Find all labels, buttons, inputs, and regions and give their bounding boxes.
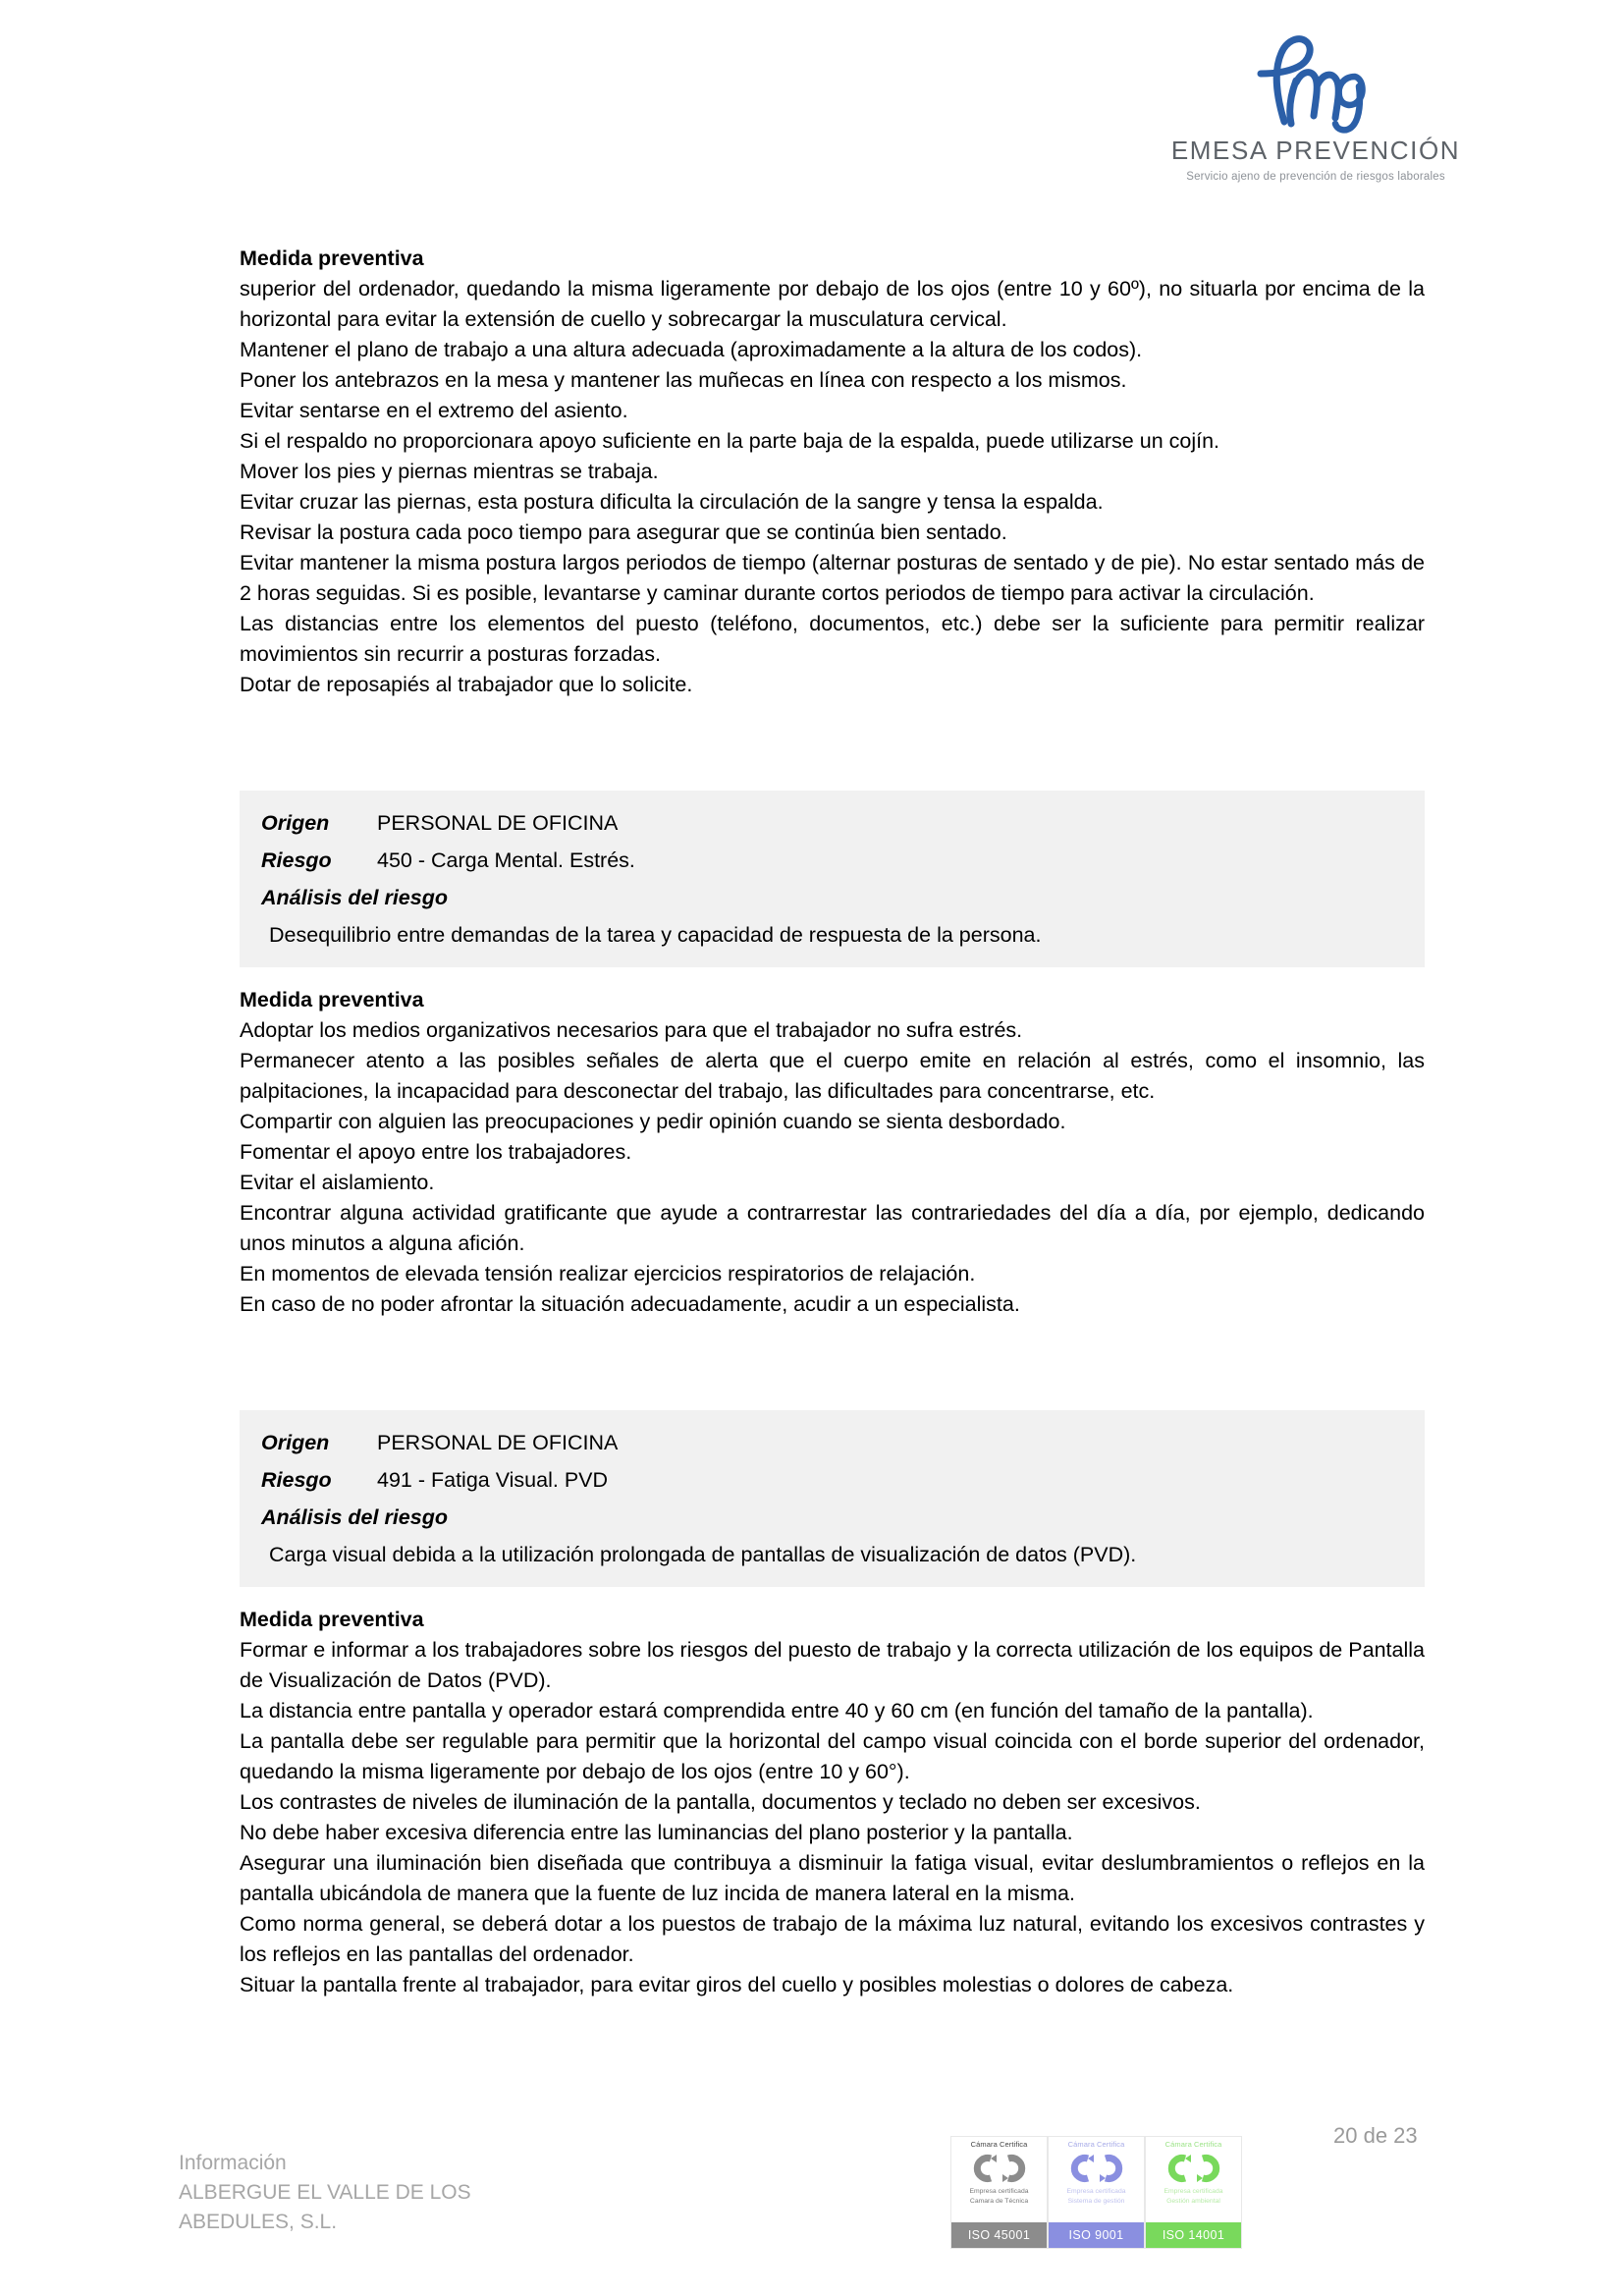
risk-analysis-text: Desequilibrio entre demandas de la tarea y capacidad de respuesta de la persona. [269,923,1042,947]
section-stress [240,791,1425,1320]
measure-paragraph: Evitar sentarse en el extremo del asiento. [240,399,628,422]
box-spacer [240,967,1425,985]
cert-sub-line-2: Camara de Técnica [969,2198,1029,2205]
measure-paragraph: Adoptar los medios organizativos necesarios para que el trabajador no sufra estrés. [240,1018,1023,1042]
cert-sub-line-2: Gestión ambiental [1166,2198,1220,2205]
measure-paragraph: Encontrar alguna actividad gratificante que ayude a contrarrestar las contrariedades del día a día, por ejemplo, dedicando unos minutos a alguna afición. [240,1201,1425,1255]
section-spacer [240,1320,1425,1410]
footer-company-line1: ALBERGUE EL VALLE DE LOS [179,2181,471,2204]
certification-badges [950,2136,1242,2249]
risk-hazard-value: 491 - Fatiga Visual. PVD [377,1468,609,1492]
emesa-signature-icon [1227,27,1404,134]
chain-link-icon [1163,2152,1224,2185]
measure-paragraph: Permanecer atento a las posibles señales de alerta que el cuerpo emite en relación al estrés, como el insomnio, las palpitaciones, la incapacidad para desconectar del trabajo, las dificultades para concentrarse, etc. [240,1049,1425,1103]
measure-paragraph: Dotar de reposapiés al trabajador que lo solicite. [240,673,693,696]
chain-link-icon [1066,2152,1127,2185]
measure-paragraph: La distancia entre pantalla y operador estará comprendida entre 40 y 60 cm (en función del tamaño de la pantalla). [240,1699,1314,1722]
cert-standard-bar: ISO 14001 [1146,2222,1241,2248]
measure-paragraph: Fomentar el apoyo entre los trabajadores. [240,1140,632,1164]
company-logo [1124,27,1507,183]
risk-info-box [240,1410,1425,1587]
footer-info-label: Información [179,2152,287,2174]
risk-hazard-label: Riesgo [261,1468,332,1492]
cert-standard-bar: ISO 45001 [951,2222,1047,2248]
cert-sub-line-1: Empresa certificada [1163,2188,1223,2195]
box-spacer [240,1587,1425,1605]
cert-top-label: Cámara Certifica [970,2140,1028,2149]
measure-paragraph: Revisar la postura cada poco tiempo para asegurar que se continúa bien sentado. [240,520,1007,544]
section-spacer [240,700,1425,791]
certification-badge-iso45001 [950,2136,1048,2249]
risk-info-box [240,791,1425,967]
risk-origin-value: PERSONAL DE OFICINA [377,1431,619,1454]
measure-paragraph: Las distancias entre los elementos del puesto (teléfono, documentos, etc.) debe ser la suficiente para permitir realizar movimientos sin recurrir a posturas forzadas. [240,612,1425,666]
measure-paragraph: Evitar mantener la misma postura largos periodos de tiempo (alternar posturas de sentado y de pie). No estar sentado más de 2 horas seguidas. Si es posible, levantarse y caminar durante cortos periodos de tiempo para activar la circulación. [240,551,1425,605]
risk-origin-label: Origen [261,811,330,835]
logo-company-name: EMESA PREVENCIÓN [1170,136,1461,165]
measure-paragraph: En momentos de elevada tensión realizar ejercicios respiratorios de relajación. [240,1262,976,1285]
measure-paragraph: Como norma general, se deberá dotar a los puestos de trabajo de la máxima luz natural, evitando los excesivos contrastes y los reflejos en las pantallas del ordenador. [240,1912,1425,1966]
chain-link-icon [969,2152,1030,2185]
section-visual-fatigue [240,1410,1425,2000]
risk-origin-label: Origen [261,1431,330,1454]
page-footer [0,2102,1623,2296]
certification-badge-iso9001 [1048,2136,1145,2249]
measure-paragraph: Evitar cruzar las piernas, esta postura dificulta la circulación de la sangre y tensa la espalda. [240,490,1104,514]
cert-sub-line-1: Empresa certificada [1066,2188,1126,2195]
risk-analysis-text: Carga visual debida a la utilización prolongada de pantallas de visualización de datos (PVD). [269,1543,1137,1566]
document-content [240,244,1425,2000]
page-number: 20 de 23 [1333,2123,1418,2148]
measure-paragraph: Situar la pantalla frente al trabajador, para evitar giros del cuello y posibles molestias o dolores de cabeza. [240,1973,1234,1996]
footer-company-info [179,2149,591,2237]
section-continued-measures [240,244,1425,700]
footer-company-line2: ABEDULES, S.L. [179,2211,338,2233]
measure-paragraph: Compartir con alguien las preocupaciones y pedir opinión cuando se sienta desbordado. [240,1110,1066,1133]
measure-paragraph: Los contrastes de niveles de iluminación de la pantalla, documentos y teclado no deben ser excesivos. [240,1790,1201,1814]
measure-title: Medida preventiva [240,246,424,270]
measure-paragraph: Formar e informar a los trabajadores sobre los riesgos del puesto de trabajo y la correcta utilización de los equipos de Pantalla de Visualización de Datos (PVD). [240,1638,1425,1692]
risk-analysis-heading: Análisis del riesgo [261,886,448,909]
measure-paragraph: En caso de no poder afrontar la situación adecuadamente, acudir a un especialista. [240,1292,1020,1316]
measure-paragraph: Mantener el plano de trabajo a una altura adecuada (aproximadamente a la altura de los codos). [240,338,1143,361]
measure-paragraph: Poner los antebrazos en la mesa y mantener las muñecas en línea con respecto a los mismos. [240,368,1127,392]
measure-paragraph: superior del ordenador, quedando la misma ligeramente por debajo de los ojos (entre 10 y 60º), no situarla por encima de la horizontal para evitar la extensión de cuello y sobrecargar la musculatura cervical. [240,277,1425,331]
measure-title: Medida preventiva [240,1608,424,1631]
page-header [0,27,1623,183]
risk-origin-row [240,1424,1425,1461]
cert-top-label: Cámara Certifica [1067,2140,1125,2149]
risk-origin-row [240,804,1425,842]
measure-paragraph: Asegurar una iluminación bien diseñada que contribuya a disminuir la fatiga visual, evitar deslumbramientos o reflejos en la pantalla ubicándola de manera que la fuente de luz incida de manera lateral en la misma. [240,1851,1425,1905]
measure-paragraph: Mover los pies y piernas mientras se trabaja. [240,460,659,483]
risk-hazard-value: 450 - Carga Mental. Estrés. [377,848,635,872]
measure-title: Medida preventiva [240,988,424,1011]
risk-origin-value: PERSONAL DE OFICINA [377,811,619,835]
certification-badge-iso14001 [1145,2136,1242,2249]
cert-top-label: Cámara Certifica [1164,2140,1222,2149]
measure-paragraph: No debe haber excesiva diferencia entre las luminancias del plano posterior y la pantalla. [240,1821,1073,1844]
cert-sub-line-1: Empresa certificada [969,2188,1029,2195]
measure-paragraph: La pantalla debe ser regulable para permitir que la horizontal del campo visual coincida con el borde superior del ordenador, quedando la misma ligeramente por debajo de los ojos (entre 10 y 60°). [240,1729,1425,1783]
cert-sub-line-2: Sistema de gestión [1067,2198,1125,2205]
measure-paragraph: Evitar el aislamiento. [240,1171,435,1194]
risk-analysis-heading: Análisis del riesgo [261,1505,448,1529]
cert-standard-bar: ISO 9001 [1049,2222,1144,2248]
risk-hazard-row [240,842,1425,879]
measure-paragraph: Si el respaldo no proporcionara apoyo suficiente en la parte baja de la espalda, puede utilizarse un cojín. [240,429,1220,453]
logo-tagline: Servicio ajeno de prevención de riesgos laborales [1186,171,1445,183]
risk-hazard-row [240,1461,1425,1499]
risk-hazard-label: Riesgo [261,848,332,872]
